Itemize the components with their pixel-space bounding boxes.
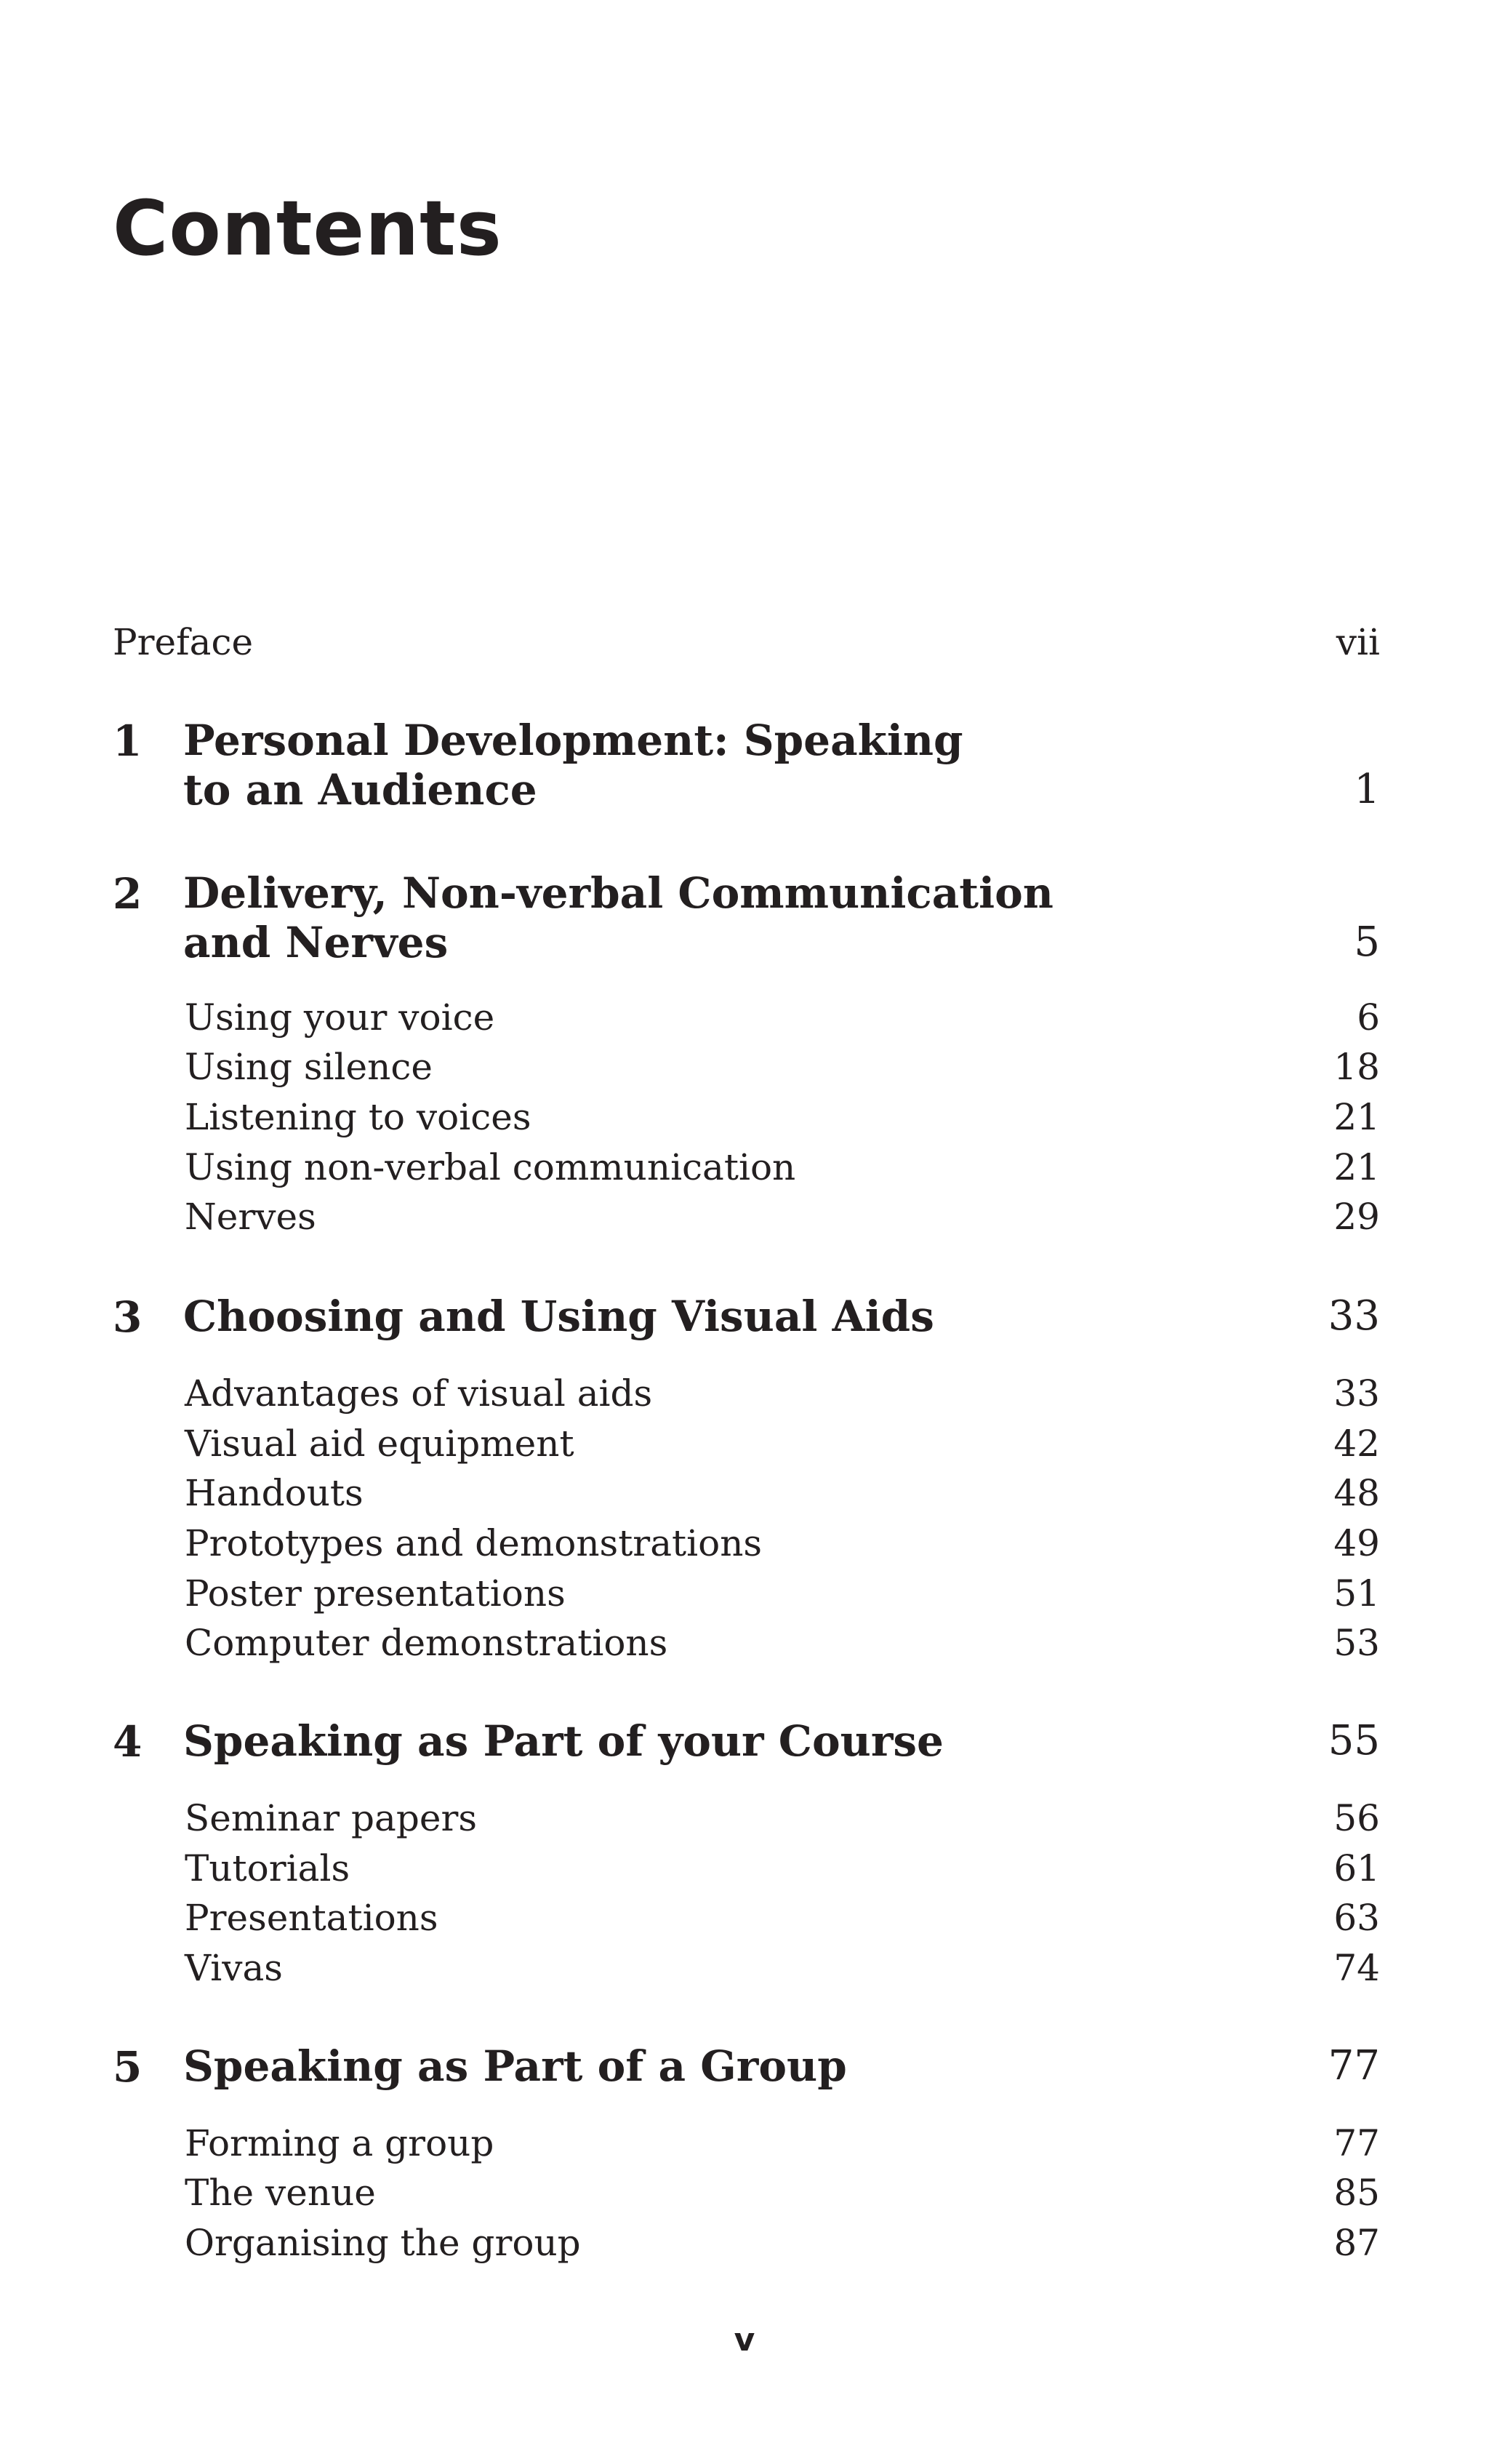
chapter-title-line: Speaking as Part of your Course: [183, 1716, 944, 1766]
section-label: Poster presentations: [185, 1572, 566, 1615]
chapter-number: 1: [113, 716, 143, 766]
section-page: 18: [1333, 1046, 1380, 1088]
section-label: The venue: [185, 2172, 376, 2214]
section-page: 48: [1333, 1472, 1380, 1514]
chapter-title: [183, 716, 1201, 815]
section-label: Listening to voices: [185, 1096, 531, 1138]
section-page: 77: [1333, 2122, 1380, 2164]
section-label: Seminar papers: [185, 1797, 478, 1839]
section-page: 85: [1333, 2172, 1380, 2214]
section-label: Vivas: [185, 1947, 283, 1989]
chapter-number: 2: [113, 869, 143, 919]
section-page: 63: [1333, 1897, 1380, 1939]
toc-preface-page: vii: [1336, 621, 1380, 663]
section-page: 87: [1333, 2222, 1380, 2264]
chapter-title-line: Choosing and Using Visual Aids: [183, 1292, 934, 1341]
chapter-title: [183, 1716, 1201, 1766]
section-page: 42: [1333, 1423, 1380, 1465]
section-label: Tutorials: [185, 1847, 350, 1889]
section-label: Nerves: [185, 1196, 316, 1238]
section-label: Using silence: [185, 1046, 433, 1088]
section-page: 74: [1333, 1947, 1380, 1989]
chapter-title-line: to an Audience: [183, 765, 537, 815]
section-label: Forming a group: [185, 2122, 494, 2164]
toc-preface-label: Preface: [113, 621, 254, 663]
section-label: Prototypes and demonstrations: [185, 1522, 763, 1564]
section-page: 56: [1333, 1797, 1380, 1839]
chapter-page: 33: [1328, 1292, 1380, 1340]
chapter-title-line: and Nerves: [183, 918, 449, 967]
section-page: 49: [1333, 1522, 1380, 1564]
section-page: 53: [1333, 1622, 1380, 1664]
section-label: Computer demonstrations: [185, 1622, 668, 1664]
section-page: 21: [1333, 1146, 1380, 1188]
section-page: 33: [1333, 1372, 1380, 1415]
section-label: Using non-verbal communication: [185, 1146, 796, 1188]
chapter-title: [183, 1292, 1201, 1341]
section-label: Organising the group: [185, 2222, 581, 2264]
section-page: 51: [1333, 1572, 1380, 1615]
chapter-number: 5: [113, 2042, 143, 2092]
page-title: Contents: [113, 184, 502, 273]
section-page: 61: [1333, 1847, 1380, 1889]
chapter-title-line: Delivery, Non-verbal Communication: [183, 868, 1053, 918]
page-folio: v: [734, 2321, 755, 2359]
section-label: Handouts: [185, 1472, 364, 1514]
section-page: 29: [1333, 1196, 1380, 1238]
chapter-page: 1: [1354, 766, 1380, 813]
chapter-page: 77: [1328, 2042, 1380, 2089]
chapter-page: 5: [1354, 919, 1380, 966]
section-page: 6: [1357, 996, 1380, 1039]
chapter-title: [183, 2041, 1201, 2091]
chapter-number: 4: [113, 1717, 143, 1767]
section-label: Presentations: [185, 1897, 438, 1939]
chapter-title-line: Speaking as Part of a Group: [183, 2041, 847, 2091]
chapter-page: 55: [1328, 1717, 1380, 1764]
section-page: 21: [1333, 1096, 1380, 1138]
section-label: Visual aid equipment: [185, 1423, 574, 1465]
chapter-title: [183, 868, 1201, 967]
section-label: Advantages of visual aids: [185, 1372, 653, 1415]
chapter-title-line: Personal Development: Speaking: [183, 716, 963, 765]
section-label: Using your voice: [185, 996, 495, 1039]
chapter-number: 3: [113, 1292, 143, 1342]
